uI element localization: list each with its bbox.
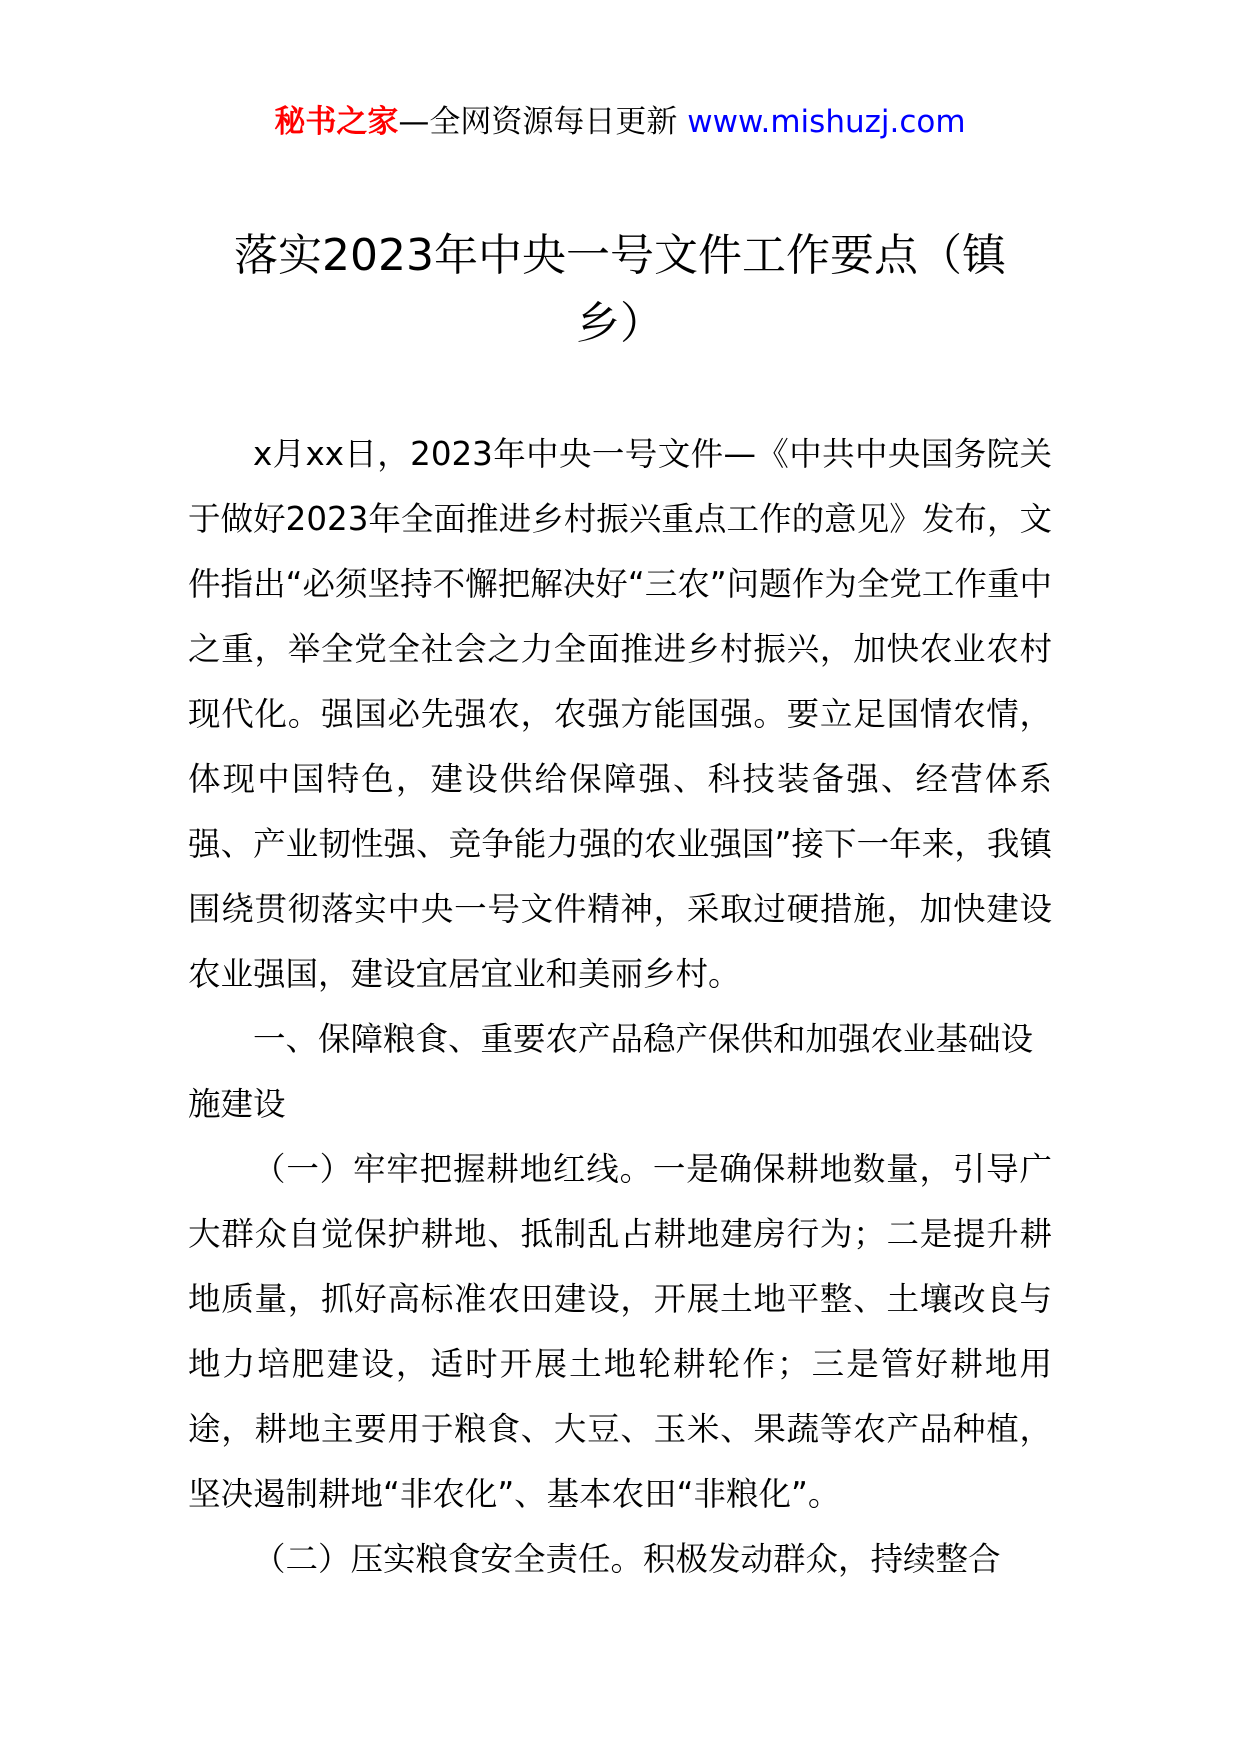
subsection-paragraph-2: （二）压实粮食安全责任。积极发动群众，持续整合 [253,1540,1001,1578]
section-heading-1: 一、保障粮食、重要农产品稳产保供和加强农业基础设施建设 [188,1020,1034,1123]
site-header [0,100,1240,144]
site-url: www.mishuzj.com [687,104,966,140]
title-line-1: 落实2023年中央一号文件工作要点（镇 [234,230,1006,281]
title-line-2: 乡） [576,298,664,349]
subsection-paragraph-1: （一）牢牢把握耕地红线。一是确保耕地数量，引导广大群众自觉保护耕地、抵制乱占耕地建房行为；二是提升耕地质量，抓好高标准农田建设，开展土地平整、土壤改良与地力培肥建设，适时开展土地轮耕轮作；三是管好耕地用途，耕地主要用于粮食、大豆、玉米、果蔬等农产品种植，坚决遏制耕地“非农化”、基本农田“非粮化”。 [188,1150,1052,1513]
intro-paragraph: x月xx日，2023年中央一号文件—《中共中央国务院关于做好2023年全面推进乡村振兴重点工作的意见》发布，文件指出“必须坚持不懈把解决好“三农”问题作为全党工作重中之重，举全党全社会之力全面推进乡村振兴，加快农业农村现代化。强国必先强农，农强方能国强。要立足国情农情，体现中国特色，建设供给保障强、科技装备强、经营体系强、产业韧性强、竞争能力强的农业强国”接下一年来，我镇围绕贯彻落实中央一号文件精神，采取过硬措施，加快建设农业强国，建设宜居宜业和美丽乡村。 [188,435,1052,993]
document-body [188,422,1052,1592]
header-tagline: —全网资源每日更新 [398,104,688,140]
brand-name: 秘书之家 [274,104,399,140]
document-title [200,222,1040,358]
